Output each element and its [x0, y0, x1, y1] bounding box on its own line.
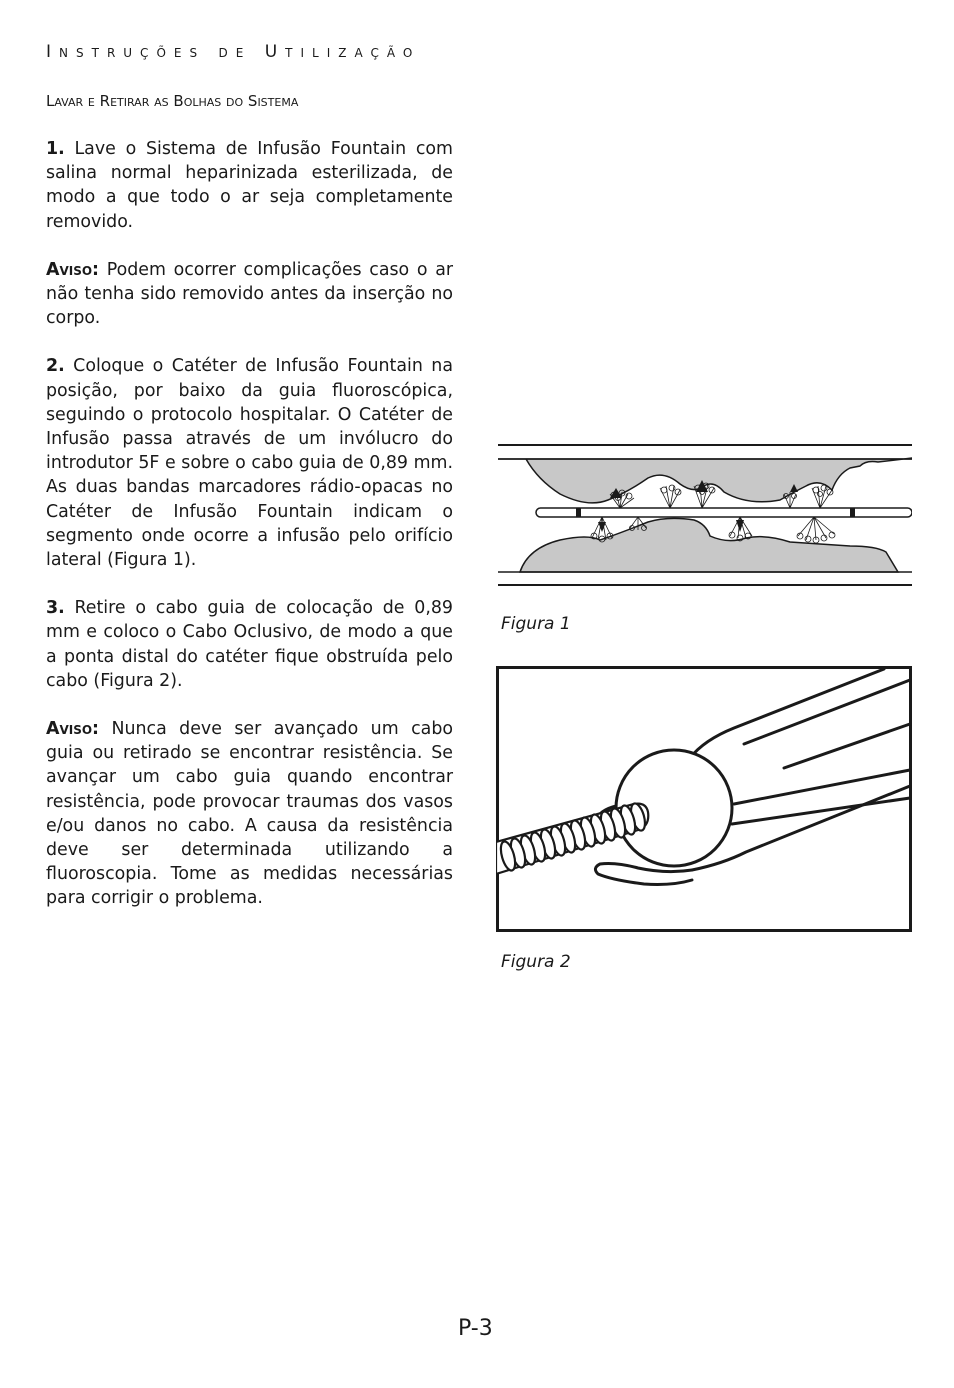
step-1: [46, 137, 453, 234]
step-text: Lave o Sistema de Infusão Fountain com salina normal heparinizada esterilizada, de modo a que todo o ar seja completamente removido.: [46, 139, 453, 232]
warning-text: Podem ocorrer complicações caso o ar não tenha sido removido antes da inserção no corpo.: [46, 259, 453, 329]
warning-1: [46, 258, 453, 331]
step-text: Retire o cabo guia de colocação de 0,89 mm e coloco o Cabo Oclusivo, de modo a que a ponta distal do catéter fique obstruída pelo cabo (Figura 2).: [46, 598, 453, 691]
warning-label: Aviso:: [46, 259, 100, 280]
marker-band-right: [850, 508, 855, 517]
warning-2: [46, 717, 453, 911]
catheter: [536, 508, 912, 517]
page-title: Instruções de Utilização: [46, 42, 421, 62]
step-2: [46, 354, 453, 572]
section-title: Lavar e Retirar as Bolhas do Sistema: [46, 92, 299, 110]
instructions-column: [46, 137, 453, 935]
step-3: [46, 596, 453, 693]
step-number: 1.: [46, 139, 65, 159]
figure-2-caption: Figura 2: [501, 952, 571, 972]
warning-text: Nunca deve ser avançado um cabo guia ou retirado se encontrar resistência. Se avançar um cabo guia quando encontrar resistência, pode provocar traumas dos vasos e/ou danos no cabo. A causa da resistência deve ser determinada utilizando a fluoroscopia. Tome as medidas necessárias para corrigir o problema.: [46, 719, 453, 909]
step-text: Coloque o Catéter de Infusão Fountain na posição, por baixo da guia fluoroscópica, seguindo o protocolo hospitalar. O Catéter de Infusão passa através de um invólucro do introdutor 5F e sobre o cabo guia de 0,89 mm. As duas bandas marcadores rádio-opacas no Catéter de Infusão Fountain indicam o segmento onde ocorre a infusão pelo orifício lateral (Figura 1).: [46, 356, 453, 571]
lower-plaque: [520, 518, 898, 572]
figure-1-illustration: [498, 440, 912, 590]
figure-1-caption: Figura 1: [501, 614, 571, 634]
page-number: P-3: [458, 1316, 493, 1341]
marker-band-left: [576, 508, 581, 517]
step-number: 2.: [46, 356, 65, 377]
figure-2-illustration: [496, 666, 912, 932]
step-number: 3.: [46, 598, 65, 619]
warning-label: Aviso:: [46, 719, 100, 740]
